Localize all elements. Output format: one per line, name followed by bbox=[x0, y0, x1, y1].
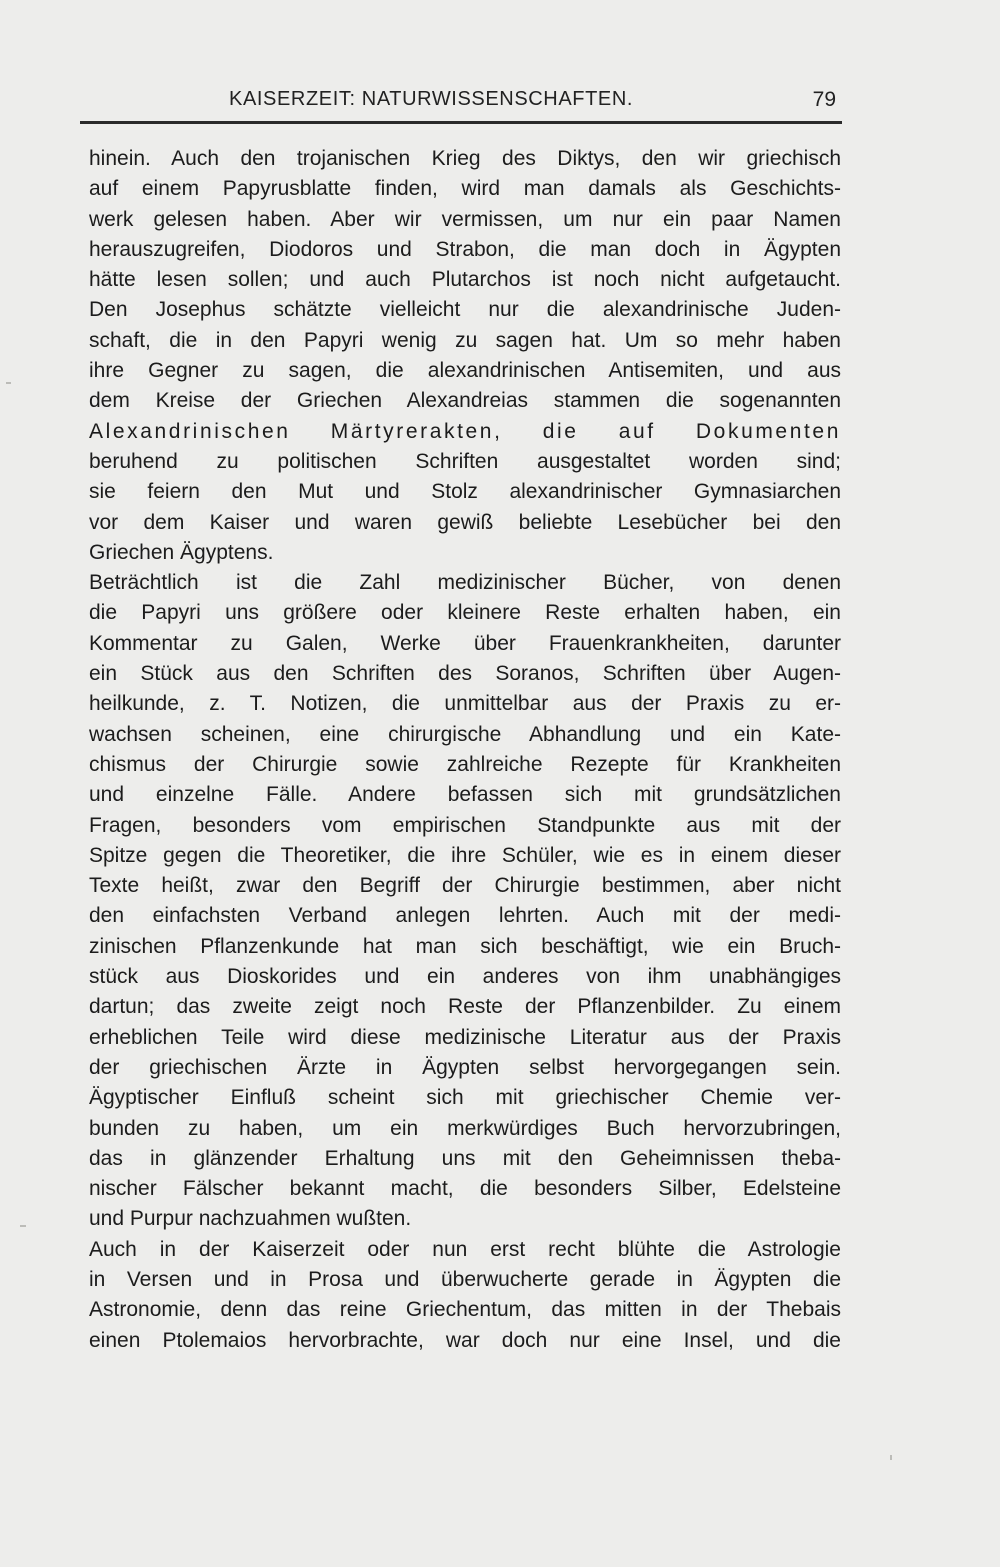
text-line: herauszugreifen, Diodoros und Strabon, die man doch in Ägypten bbox=[89, 237, 841, 261]
page-number: 79 bbox=[812, 88, 836, 111]
text-line: stück aus Dioskorides und ein anderes von ihm unabhängiges bbox=[89, 965, 841, 989]
text-line: chismus der Chirurgie sowie zahlreiche Rezepte für Krankheiten bbox=[89, 752, 841, 776]
text-line: das in glänzender Erhaltung uns mit den Geheimnissen theba- bbox=[89, 1146, 841, 1170]
header-rule bbox=[80, 121, 842, 124]
text-line: in Versen und in Prosa und überwucherte gerade in Ägypten die bbox=[89, 1267, 841, 1291]
text-line: ihre Gegner zu sagen, die alexandrinischen Antisemiten, und aus bbox=[89, 359, 841, 383]
text-line: wachsen scheinen, eine chirurgische Abhandlung und ein Kate- bbox=[89, 722, 841, 746]
running-title: KAISERZEIT: NATURWISSENSCHAFTEN. bbox=[229, 88, 634, 110]
text-line: dem Kreise der Griechen Alexandreias stammen die sogenannten bbox=[89, 389, 841, 413]
text-line: vor dem Kaiser und waren gewiß beliebte Lesebücher bei den bbox=[89, 510, 841, 534]
text-line: Kommentar zu Galen, Werke über Frauenkrankheiten, darunter bbox=[89, 631, 841, 655]
text-line: hätte lesen sollen; und auch Plutarchos ist noch nicht aufgetaucht. bbox=[89, 268, 841, 292]
text-line: zinischen Pflanzenkunde hat man sich beschäftigt, wie ein Bruch- bbox=[89, 934, 841, 958]
text-line: Spitze gegen die Theoretiker, die ihre Schüler, wie es in einem dieser bbox=[89, 843, 841, 867]
text-line: heilkunde, z. T. Notizen, die unmittelbar aus der Praxis zu er- bbox=[89, 692, 841, 716]
margin-speck bbox=[890, 1455, 892, 1460]
text-line: bunden zu haben, um ein merkwürdiges Buch hervorzubringen, bbox=[89, 1116, 841, 1140]
text-line: schaft, die in den Papyri wenig zu sagen hat. Um so mehr haben bbox=[89, 328, 841, 352]
text-line: Astronomie, denn das reine Griechentum, das mitten in der Thebais bbox=[89, 1298, 841, 1322]
body-text bbox=[89, 144, 841, 1356]
text-line: sie feiern den Mut und Stolz alexandrinischer Gymnasiarchen bbox=[89, 480, 841, 504]
text-line: Texte heißt, zwar den Begriff der Chirurgie bestimmen, aber nicht bbox=[89, 874, 841, 898]
text-line: Den Josephus schätzte vielleicht nur die alexandrinische Juden- bbox=[89, 298, 841, 322]
text-line: und einzelne Fälle. Andere befassen sich mit grundsätzlichen bbox=[89, 783, 841, 807]
text-line: dartun; das zweite zeigt noch Reste der Pflanzenbilder. Zu einem bbox=[89, 995, 841, 1019]
text-line: hinein. Auch den trojanischen Krieg des Diktys, den wir griechisch bbox=[89, 147, 841, 170]
page-header bbox=[80, 88, 842, 114]
text-line: Alexandrinischen Märtyrerakten, die auf Dokumenten bbox=[89, 419, 841, 443]
text-line: werk gelesen haben. Aber wir vermissen, um nur ein paar Namen bbox=[89, 207, 841, 231]
text-line: Griechen Ägyptens. bbox=[89, 540, 274, 564]
text-line: ein Stück aus den Schriften des Soranos, Schriften über Augen- bbox=[89, 662, 841, 686]
text-line: erheblichen Teile wird diese medizinische Literatur aus der Praxis bbox=[89, 1025, 841, 1049]
text-line: Fragen, besonders vom empirischen Standpunkte aus mit der bbox=[89, 813, 841, 837]
text-line: der griechischen Ärzte in Ägypten selbst hervorgegangen sein. bbox=[89, 1055, 841, 1079]
text-line: die Papyri uns größere oder kleinere Reste erhalten haben, ein bbox=[89, 601, 841, 625]
text-line: Auch in der Kaiserzeit oder nun erst recht blühte die Astrologie bbox=[89, 1237, 841, 1261]
text-line: Beträchtlich ist die Zahl medizinischer Bücher, von denen bbox=[89, 571, 841, 595]
margin-speck bbox=[20, 1225, 26, 1227]
text-line: Ägyptischer Einfluß scheint sich mit griechischer Chemie ver- bbox=[89, 1086, 841, 1110]
text-line: nischer Fälscher bekannt macht, die besonders Silber, Edelsteine bbox=[89, 1177, 841, 1201]
text-line: beruhend zu politischen Schriften ausgestaltet worden sind; bbox=[89, 449, 841, 473]
text-line: einen Ptolemaios hervorbrachte, war doch nur eine Insel, und die bbox=[89, 1328, 841, 1352]
text-line: und Purpur nachzuahmen wußten. bbox=[89, 1207, 412, 1231]
margin-speck bbox=[6, 382, 11, 384]
text-line: den einfachsten Verband anlegen lehrten. Auch mit der medi- bbox=[89, 904, 841, 928]
text-line: auf einem Papyrusblatte finden, wird man damals als Geschichts- bbox=[89, 177, 841, 201]
